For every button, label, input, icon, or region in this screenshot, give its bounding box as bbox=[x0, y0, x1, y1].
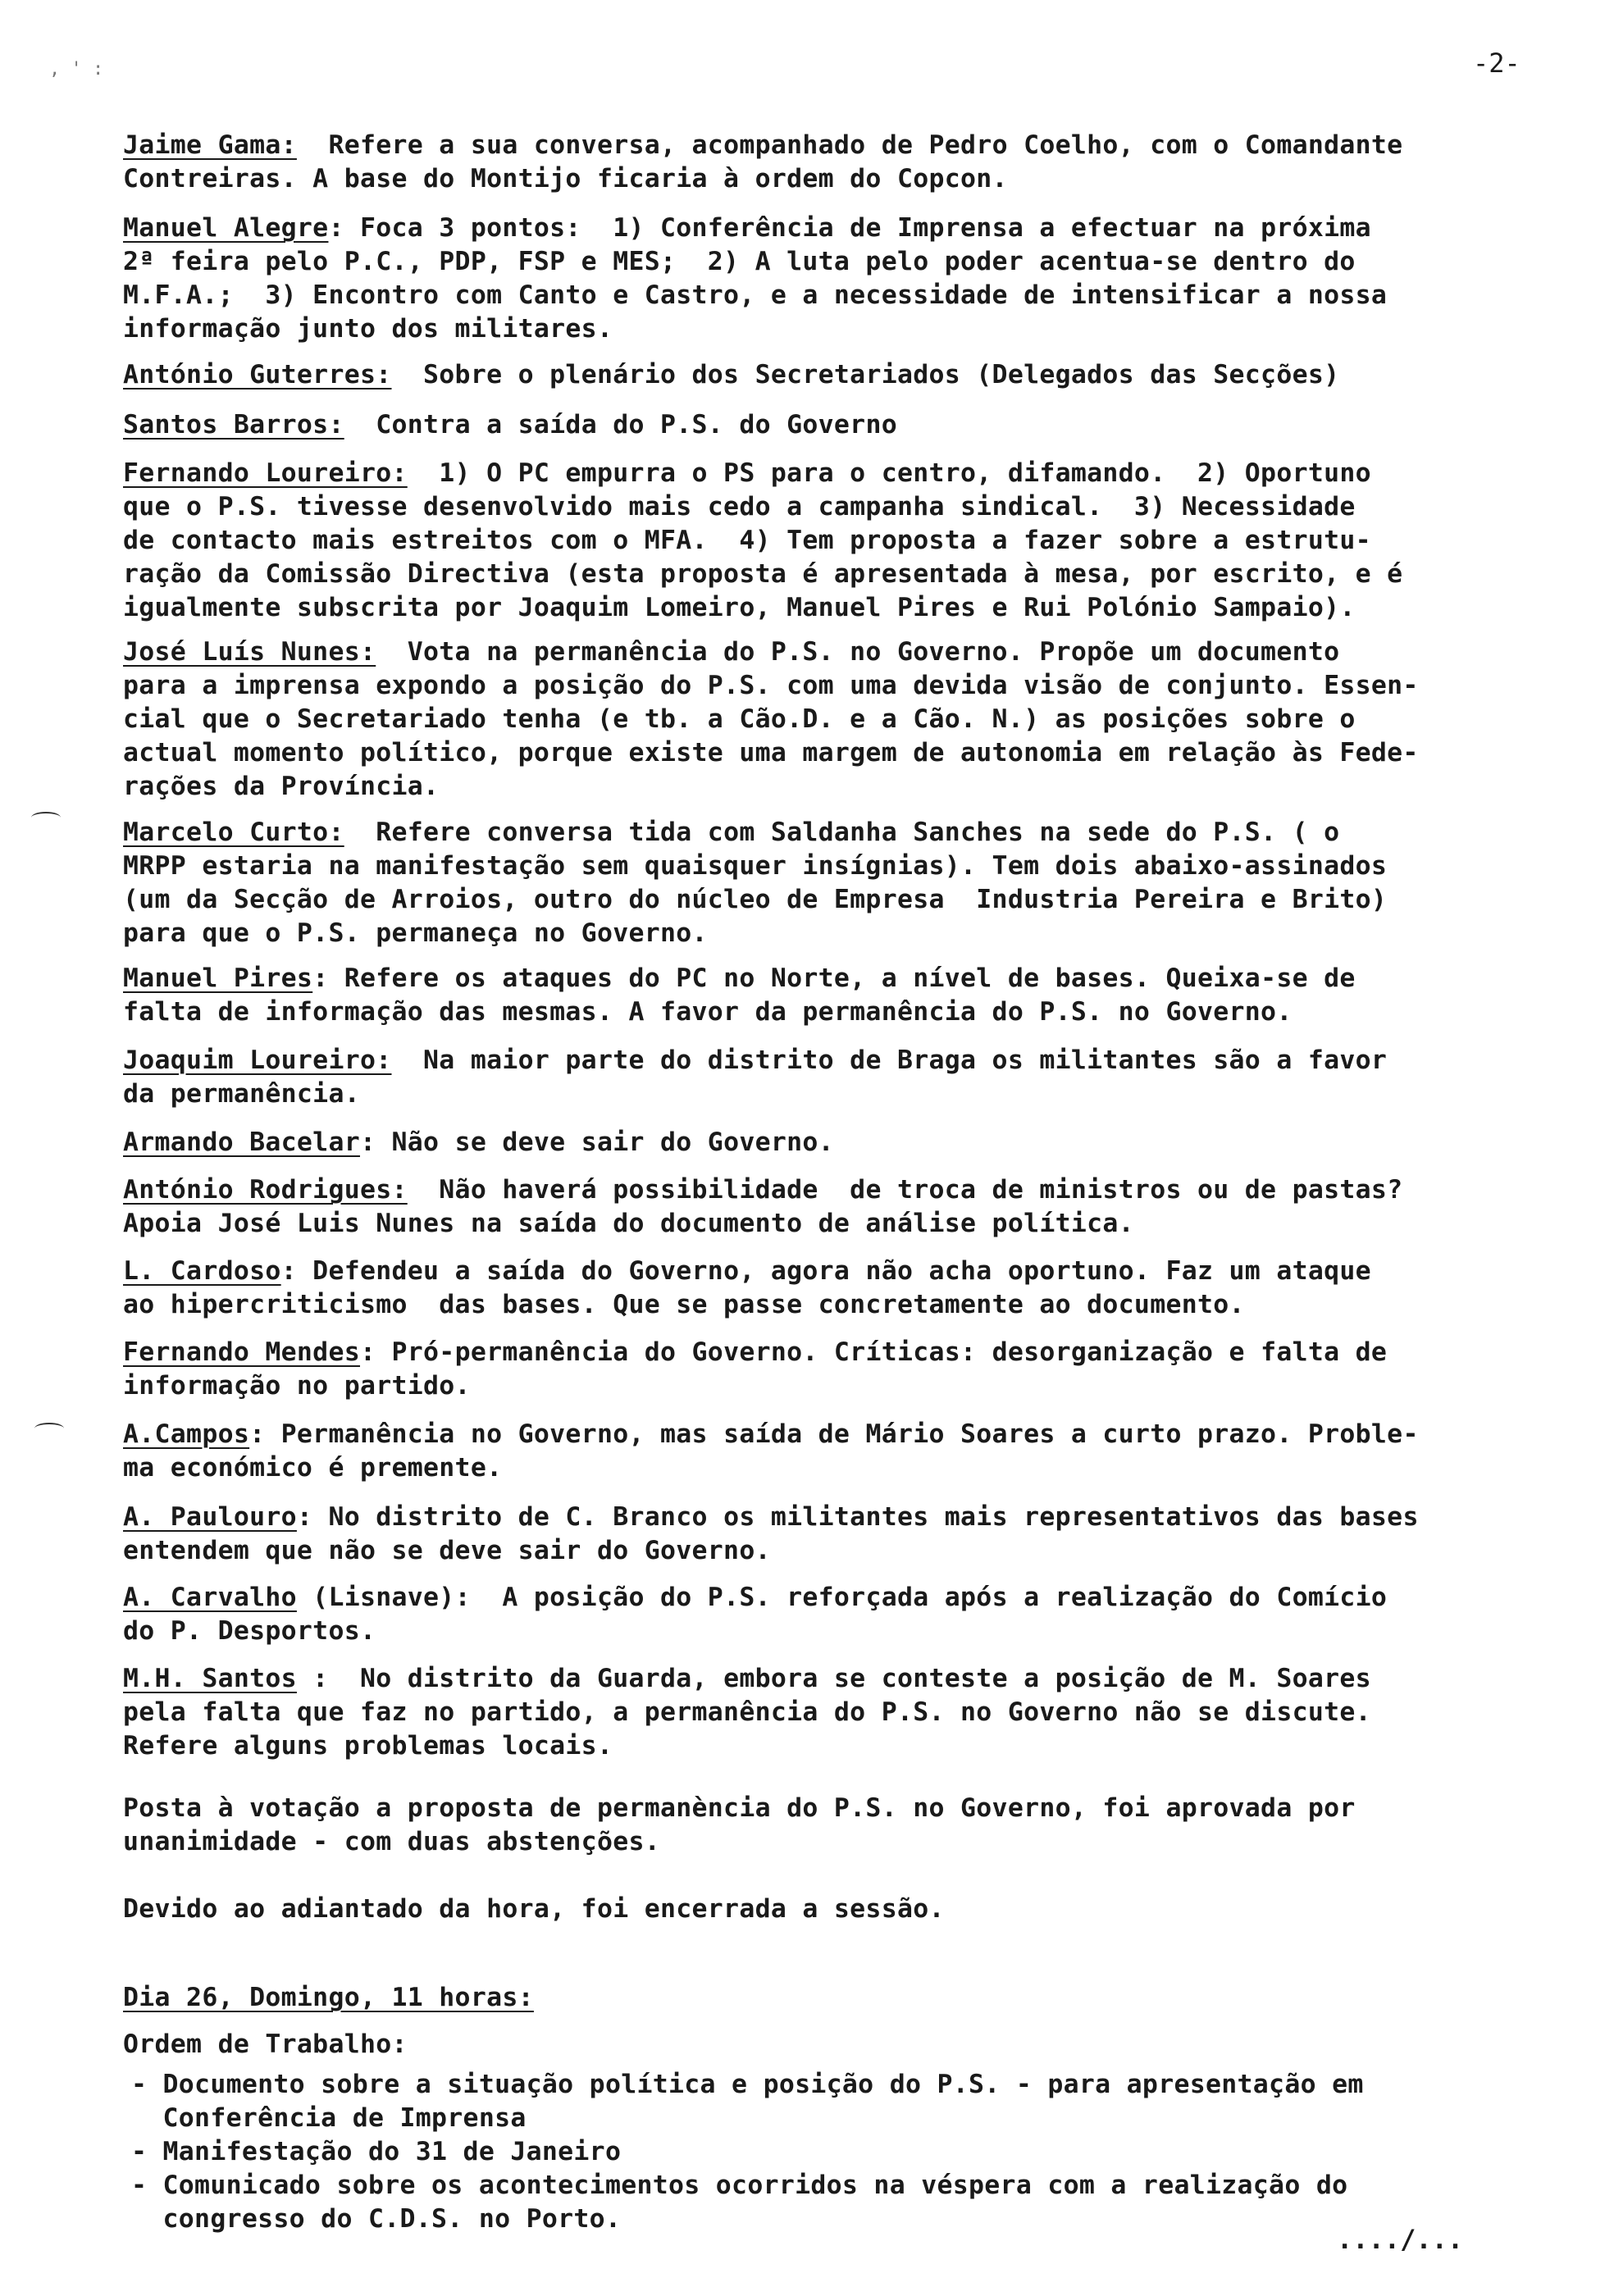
entry-manuel-pires bbox=[123, 962, 1583, 1029]
entry-text: : Refere os ataques do PC no Norte, a nível de bases. Queixa-se de falta de informação das mesmas. A favor da permanência do P.S. no Governo. bbox=[123, 963, 1356, 1027]
margin-mark bbox=[34, 1423, 64, 1434]
entry-text: : Pró-permanência do Governo. Críticas: desorganização e falta de informação no partido. bbox=[123, 1337, 1388, 1401]
entry-text: : Permanência no Governo, mas saída de Mário Soares a curto prazo. Proble- ma económico é premente. bbox=[123, 1419, 1419, 1483]
entry-l-cardoso bbox=[123, 1255, 1583, 1322]
entry-manuel-alegre bbox=[123, 212, 1583, 346]
speaker-name: M.H. Santos bbox=[123, 1664, 297, 1693]
entry-jaime-gama bbox=[123, 129, 1583, 196]
entry-a-paulouro bbox=[123, 1501, 1583, 1568]
speaker-name: Santos Barros: bbox=[123, 410, 344, 440]
entry-text: (Lisnave): A posição do P.S. reforçada após a realização do Comício do P. Desportos. bbox=[123, 1583, 1388, 1646]
entry-fernando-loureiro bbox=[123, 457, 1583, 625]
entry-marcelo-curto bbox=[123, 816, 1583, 950]
entry-text: Sobre o plenário dos Secretariados (Delegados das Secções) bbox=[391, 360, 1340, 390]
entry-text: Contra a saída do P.S. do Governo bbox=[344, 410, 897, 440]
speaker-name: Joaquim Loureiro: bbox=[123, 1046, 392, 1075]
entry-text: : Foca 3 pontos: 1) Conferência de Imprensa a efectuar na próxima 2ª feira pelo P.C., PDP, FSP e MES; 2) A luta pelo poder acentua-se dentro do M.F.A.; 3) Encontro com Canto e Castro, e a necessidade de intensificar a nossa informação junto dos militares. bbox=[123, 213, 1388, 344]
speaker-name: Fernando Loureiro: bbox=[123, 458, 408, 488]
speaker-name: A. Paulouro bbox=[123, 1502, 297, 1532]
entry-santos-barros bbox=[123, 408, 1583, 442]
entry-a-carvalho bbox=[123, 1581, 1583, 1648]
agenda-item: - Documento sobre a situação política e posição do P.S. - para apresentação em Conferência de Imprensa bbox=[131, 2070, 1364, 2133]
agenda-title: Ordem de Trabalho: bbox=[123, 2029, 408, 2059]
day-heading bbox=[123, 1981, 1583, 2015]
speaker-name: António Guterres: bbox=[123, 360, 392, 390]
entry-text: : No distrito da Guarda, embora se conteste a posição de M. Soares pela falta que faz no partido, a permanência do P.S. no Governo não se discute. Refere alguns problemas locais. bbox=[123, 1664, 1371, 1761]
entry-text: Refere a sua conversa, acompanhado de Pedro Coelho, com o Comandante Contreiras. A base do Montijo ficaria à ordem do Copcon. bbox=[123, 130, 1403, 194]
entry-text: 1) O PC empurra o PS para o centro, difamando. 2) Oportuno que o P.S. tivesse desenvolvido mais cedo a campanha sindical. 3) Necessidade de contacto mais estreitos com o MFA. 4) Tem proposta a fazer sobre a estrutu- ração da Comissão Directiva (esta proposta é apresentada à mesa, por escrito, e é igualmente subscrita por Joaquim Lomeiro, Manuel Pires e Rui Polónio Sampaio). bbox=[123, 458, 1403, 622]
speaker-name: A. Carvalho bbox=[123, 1583, 297, 1612]
speaker-name: Manuel Alegre bbox=[123, 213, 329, 243]
entry-fernando-mendes bbox=[123, 1336, 1583, 1403]
entry-mh-santos bbox=[123, 1662, 1583, 1763]
entry-text: Refere conversa tida com Saldanha Sanches na sede do P.S. ( o MRPP estaria na manifestação sem quaisquer insígnias). Tem dois abaixo-assinados (um da Secção de Arroios, outro do núcleo de Empresa Industria Pereira e Brito) para que o P.S. permaneça no Governo. bbox=[123, 818, 1388, 948]
speaker-name: José Luís Nunes: bbox=[123, 637, 376, 667]
speaker-name: António Rodrigues: bbox=[123, 1175, 408, 1205]
speaker-name: Armando Bacelar bbox=[123, 1128, 360, 1157]
entry-antonio-guterres bbox=[123, 358, 1583, 392]
entry-text: Na maior parte do distrito de Braga os militantes são a favor da permanência. bbox=[123, 1046, 1388, 1109]
speaker-name: Fernando Mendes bbox=[123, 1337, 360, 1367]
agenda-item: - Comunicado sobre os acontecimentos ocorridos na véspera com a realização do congresso do C.D.S. no Porto. bbox=[131, 2171, 1348, 2234]
entry-a-campos bbox=[123, 1418, 1583, 1485]
entry-text: : No distrito de C. Branco os militantes mais representativos das bases entendem que não se deve sair do Governo. bbox=[123, 1502, 1419, 1565]
entry-armando-bacelar bbox=[123, 1126, 1583, 1159]
page-number: -2- bbox=[1473, 48, 1521, 79]
margin-mark bbox=[31, 812, 61, 823]
continuation-mark: ..../... bbox=[1337, 2224, 1464, 2255]
day-heading-text: Dia 26, Domingo, 11 horas: bbox=[123, 1983, 534, 2012]
speaker-name: A.Campos bbox=[123, 1419, 250, 1449]
entry-text: : Defendeu a saída do Governo, agora não acha oportuno. Faz um ataque ao hipercriticismo das bases. Que se passe concretamente ao documento. bbox=[123, 1256, 1371, 1319]
entry-joaquim-loureiro bbox=[123, 1044, 1583, 1111]
entry-text: : Não se deve sair do Governo. bbox=[359, 1128, 834, 1157]
scan-speck: , ' : bbox=[49, 59, 104, 80]
entry-antonio-rodrigues bbox=[123, 1173, 1583, 1241]
speaker-name: Marcelo Curto: bbox=[123, 818, 344, 847]
speaker-name: Jaime Gama: bbox=[123, 130, 297, 160]
speaker-name: L. Cardoso bbox=[123, 1256, 281, 1286]
entry-text: Não haverá possibilidade de troca de ministros ou de pastas? Apoia José Luis Nunes na saída do documento de análise política. bbox=[123, 1175, 1403, 1238]
vote-result: Posta à votação a proposta de permanència do P.S. no Governo, foi aprovada por unanimidade - com duas abstenções. bbox=[123, 1793, 1356, 1856]
entry-jose-luis-nunes bbox=[123, 636, 1583, 804]
speaker-name: Manuel Pires bbox=[123, 963, 313, 993]
agenda-item: - Manifestação do 31 de Janeiro bbox=[131, 2137, 622, 2166]
entry-text: Vota na permanência do P.S. no Governo. Propõe um documento para a imprensa expondo a posição do P.S. com uma devida visão de conjunto. Essen- cial que o Secretariado tenha (e tb. a Cão.D. e a Cão. N.) as posições sobre o actual momento político, porque existe uma margem de autonomia em relação às Fede- rações da Província. bbox=[123, 637, 1419, 801]
session-closing: Devido ao adiantado da hora, foi encerrada a sessão. bbox=[123, 1894, 945, 1924]
